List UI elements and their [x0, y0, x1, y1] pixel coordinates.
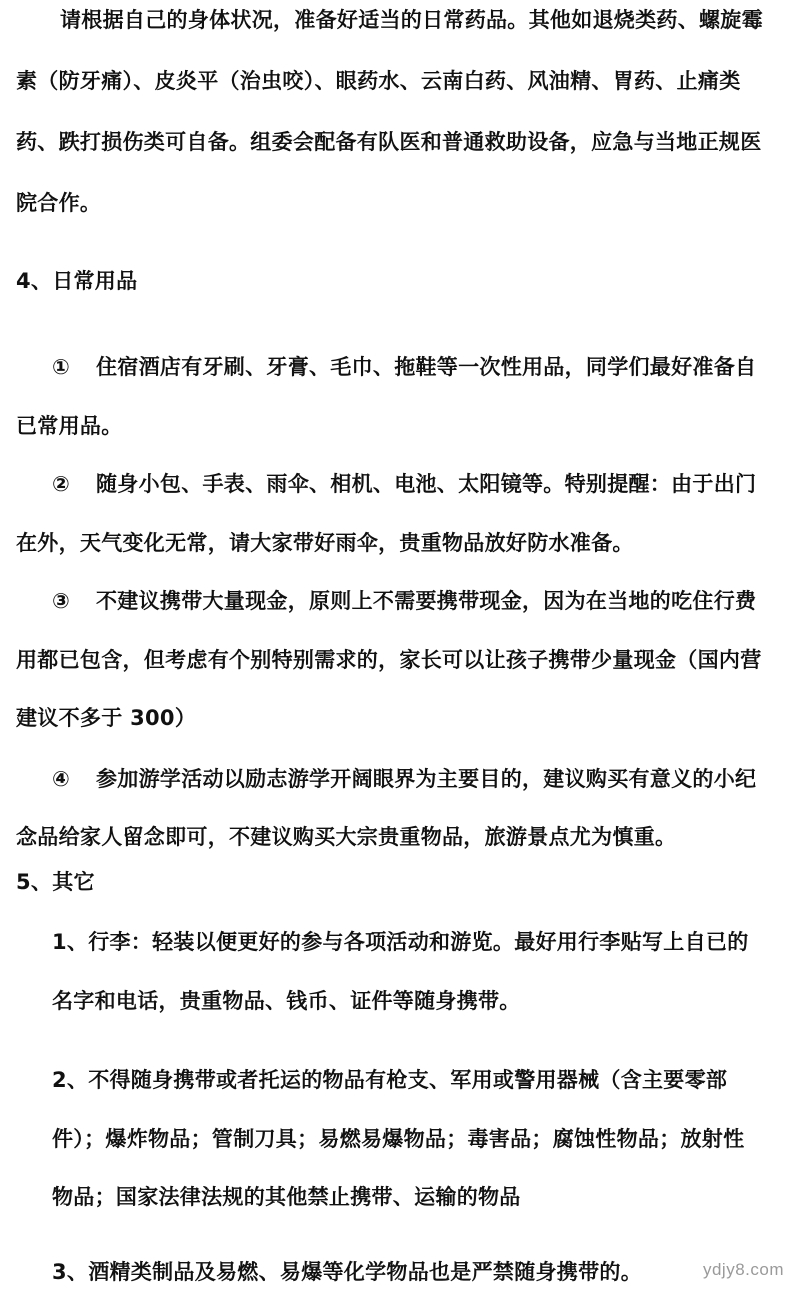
- section-heading-other: 5、其它: [16, 870, 95, 894]
- text-line: 名字和电话，贵重物品、钱币、证件等随身携带。: [52, 989, 521, 1013]
- item-marker: ④: [52, 767, 71, 791]
- text-line: 参加游学活动以励志游学开阔眼界为主要目的，建议购买有意义的小纪: [96, 767, 757, 791]
- item-marker: ③: [52, 589, 71, 613]
- text-line: 不建议携带大量现金，原则上不需要携带现金，因为在当地的吃住行费: [96, 589, 757, 613]
- text-line: 念品给家人留念即可，不建议购买大宗贵重物品，旅游景点尤为慎重。: [16, 825, 677, 849]
- text-line: 药、跌打损伤类可自备。组委会配备有队医和普通救助设备，应急与当地正规医: [16, 130, 762, 154]
- text-line: 物品；国家法律法规的其他禁止携带、运输的物品: [52, 1185, 521, 1209]
- watermark: ydjy8.com: [702, 1260, 784, 1279]
- text-line: 件）；爆炸物品；管制刀具；易燃易爆物品；毒害品；腐蚀性物品；放射性: [52, 1127, 745, 1151]
- text-line: 已常用品。: [16, 414, 123, 438]
- text-line: 在外，天气变化无常，请大家带好雨伞，贵重物品放好防水准备。: [16, 531, 634, 555]
- text-line: 1、行李：轻装以便更好的参与各项活动和游览。最好用行李贴写上自已的: [52, 930, 749, 954]
- text-line: 住宿酒店有牙刷、牙膏、毛巾、拖鞋等一次性用品，同学们最好准备自: [96, 355, 757, 379]
- text-line: 用都已包含，但考虑有个别特别需求的，家长可以让孩子携带少量现金（国内营: [16, 648, 762, 672]
- text-line: 请根据自己的身体状况，准备好适当的日常药品。其他如退烧类药、螺旋霉: [60, 8, 763, 32]
- item-marker: ②: [52, 472, 71, 496]
- text-line: 2、不得随身携带或者托运的物品有枪支、军用或警用器械（含主要零部: [52, 1068, 728, 1092]
- text-line: 院合作。: [16, 191, 102, 215]
- text-line: 建议不多于 300）: [16, 706, 197, 730]
- text-line: 随身小包、手表、雨伞、相机、电池、太阳镜等。特别提醒：由于出门: [96, 472, 757, 496]
- item-marker: ①: [52, 355, 71, 379]
- section-heading-daily-items: 4、日常用品: [16, 269, 138, 293]
- text-line: 素（防牙痛）、皮炎平（治虫咬）、眼药水、云南白药、风油精、胃药、止痛类: [16, 69, 741, 93]
- text-line: 3、酒精类制品及易燃、易爆等化学物品也是严禁随身携带的。: [52, 1260, 643, 1284]
